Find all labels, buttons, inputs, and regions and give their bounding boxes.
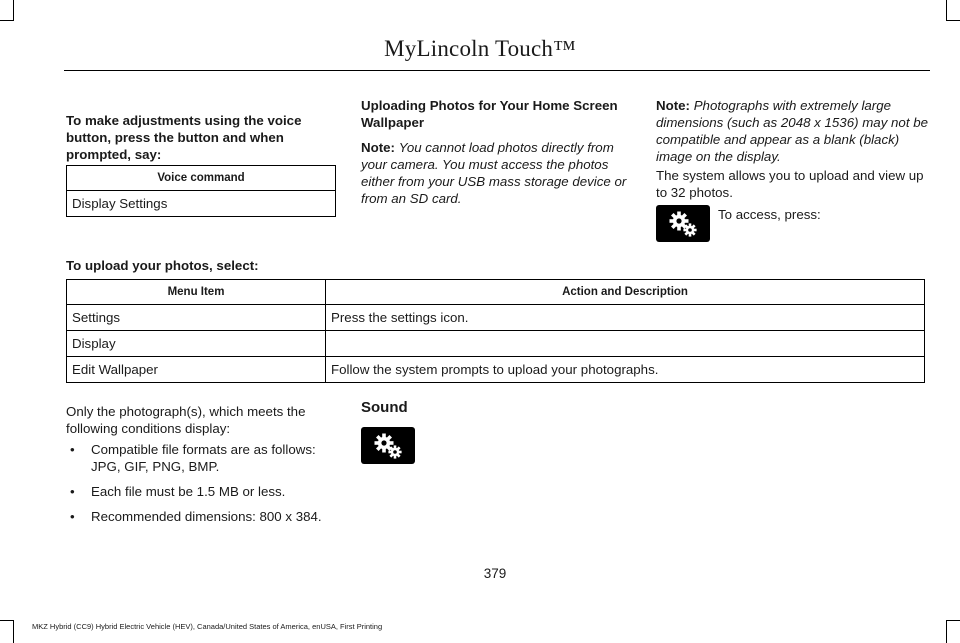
page-number: 379 — [483, 566, 507, 581]
note-label: Note: — [656, 98, 690, 113]
crop-mark — [946, 620, 947, 643]
action-column-header: Action and Description — [326, 280, 925, 305]
access-text: To access, press: — [718, 207, 821, 222]
list-item: • Compatible file formats are as follows: JPG, GIF, PNG, BMP. — [66, 441, 342, 475]
crop-mark — [0, 620, 14, 621]
action-cell: Press the settings icon. — [326, 305, 925, 331]
crop-mark — [0, 20, 14, 21]
voice-table-header: Voice command — [67, 166, 336, 191]
conditions-intro: Only the photograph(s), which meets the following conditions display: — [66, 404, 306, 436]
dimensions-note — [656, 97, 930, 165]
photos-limit-text: The system allows you to upload and view up to 32 photos. — [656, 168, 924, 200]
upload-note — [361, 139, 631, 207]
crop-mark — [946, 20, 960, 21]
settings-gears-icon — [361, 427, 415, 464]
voice-command-table — [66, 165, 336, 217]
header-rule — [64, 70, 930, 71]
list-item: • Each file must be 1.5 MB or less. — [66, 483, 342, 500]
voice-intro: To make adjustments using the voice button, press the button and when prompted, say: — [66, 113, 302, 162]
note-text: You cannot load photos directly from your camera. You must access the photos either from your USB mass storage device or from an SD card. — [361, 140, 627, 206]
page-header-title: MyLincoln Touch™ — [384, 36, 576, 61]
table-row — [67, 331, 925, 357]
list-item: • Recommended dimensions: 800 x 384. — [66, 508, 342, 525]
upload-heading: Uploading Photos for Your Home Screen Wallpaper — [361, 98, 618, 130]
upload-steps-table — [66, 279, 925, 383]
table-row — [67, 305, 925, 331]
menu-item-cell: Edit Wallpaper — [67, 357, 326, 383]
conditions-list — [66, 441, 342, 533]
settings-gears-icon — [656, 205, 710, 242]
voice-table-cell: Display Settings — [67, 191, 336, 217]
menu-item-column-header: Menu Item — [67, 280, 326, 305]
crop-mark — [13, 620, 14, 643]
upload-select-intro: To upload your photos, select: — [66, 258, 259, 273]
crop-mark — [13, 0, 14, 21]
action-cell: Follow the system prompts to upload your photographs. — [326, 357, 925, 383]
crop-mark — [946, 0, 947, 21]
note-text: Photographs with extremely large dimensions (such as 2048 x 1536) may not be compatible and appear as a blank (black) image on the display. — [656, 98, 929, 164]
footer-text: MKZ Hybrid (CC9) Hybrid Electric Vehicle (HEV), Canada/United States of America, enUSA, First Printing — [32, 622, 383, 631]
menu-item-cell: Display — [67, 331, 326, 357]
sound-heading: Sound — [361, 399, 408, 416]
table-row — [67, 357, 925, 383]
note-label: Note: — [361, 140, 395, 155]
menu-item-cell: Settings — [67, 305, 326, 331]
crop-mark — [946, 620, 960, 621]
action-cell — [326, 331, 925, 357]
